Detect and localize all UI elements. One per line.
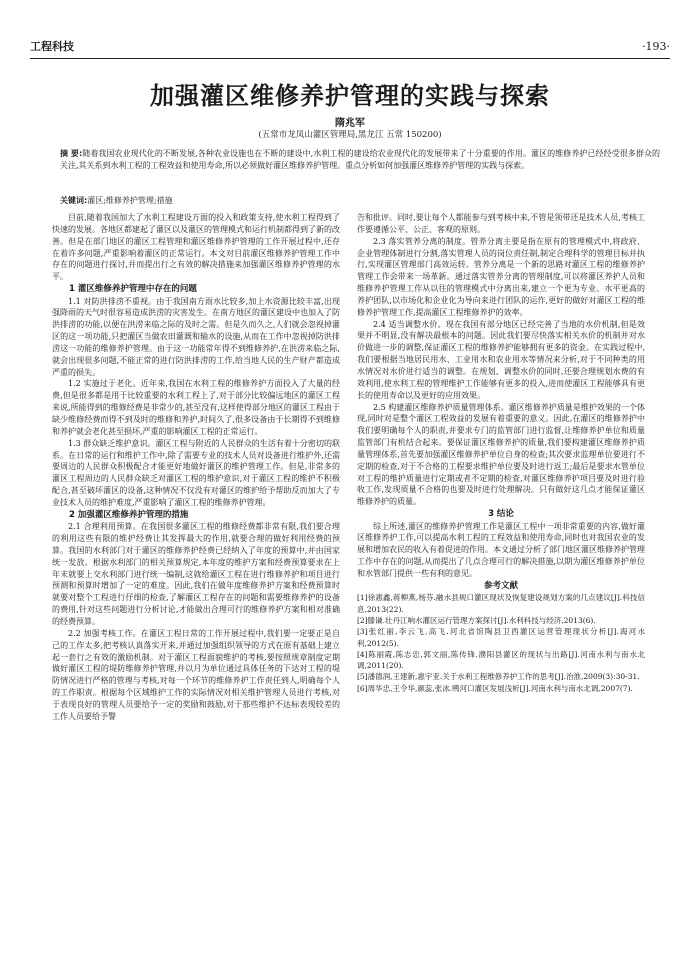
journal-name: 工程科技 — [30, 40, 74, 53]
reference-item: [6]周华忠,王令华,颜蕊,张冰.鸭河口灌区发展浅析[J].河南水利与南水北调,2007(7). — [357, 683, 633, 693]
section-heading: 3 结论 — [488, 509, 514, 520]
paper-title: 加强灌区维修养护管理的实践与探索 — [150, 81, 550, 110]
body-paragraph: 2.3 落实管养分离的制度。管养分离主要是指在原有的管理模式中,将政府、企业管理体制进行分割,落实管理人员的岗位责任制,制定合理科学的管理目标并执行,实现灌区管理部门高效运转。管养分离是一个新的思路对灌区工程的维修养护管理工作会带来一场革新。通过落实管养分离的管理制度,可以将灌区养护人员和维修养护管理工作从以往的管理模式中分离出来,建立一个更为专业、水平更高的养护团队,以市场化和企业化为导向来进行团队的运作,更好的做好对灌区工程的维修养护管理工作,提高灌区工程维修养护的效率。 — [357, 236, 645, 317]
right-column — [357, 212, 645, 694]
reference-item: [1]徐惠鑫,蒋柳燕,杨芬.融水县规口灌区现状及恢复建设规划方案的几点建议[J].科技信息,2013(22). — [357, 593, 645, 614]
reference-item: [5]潘德润,王建新,惠宇亚.关于水利工程维修养护工作的思考[J].治淮,2009(3):30-31. — [357, 672, 640, 682]
reference-item: [4]陈丽霞,陈志忠,郭文丽,陈传锋.濮阳县灌区的现状与出路[J].河南水利与南水北调,2011(20). — [357, 649, 645, 671]
section-heading: 1 灌区维修养护管理中存在的问题 — [69, 284, 197, 295]
body-paragraph: 告和批评。同时,要让每个人都能参与到考核中来,不管是领带还是技术人员,考核工作要遵循公平、公正、客观的原则。 — [357, 213, 645, 234]
abstract-label: 摘 要: — [60, 149, 83, 158]
body-paragraph: 1.2 实施过于老化。近年来,我国在水利工程的维修养护方面投入了大量的经费,但是很多都是用于比较重要的水利工程上了,对于部分比较偏远地区的灌区工程来说,所能得到的维修经费是非常少的,甚至没有,这样使得部分地区的灌区工程由于缺少维修经费而得不到及时的维修和养护,时间久了,很多设备由于长期得不到维修和养护就会老化甚至损坏,严重的影响灌区工程的正常运行。 — [52, 379, 340, 436]
keywords-label: 关键词: — [60, 196, 88, 205]
reference-list — [357, 592, 645, 694]
body-paragraph: 1.3 群众缺乏维护意识。灌区工程与附近的人民群众的生活有着十分密切的联系。在日常的运行和维护工作中,除了需要专业的技术人员对设备进行维护外,还需要周边的人民群众积极配合才能更好地做好灌区的维护管理工作。但是,非常多的灌区工程周边的人民群众缺乏对灌区工程的维护意识,对于灌区工程的维护不积极配合,甚至破坏灌区的设备,这种情况不仅没有对灌区的维护给予帮助反而加大了专业技术人员的维护难度,严重影响了灌区工程的维修养护管理。 — [52, 438, 340, 507]
running-header — [30, 37, 670, 55]
body-paragraph: 1.1 对防洪排涝不重视。由于我国南方雨水比较多,加上水资源比较丰富,出现强降雨的天气时很容易造成洪涝的灾害发生。在南方地区的灌区建设中也加入了防洪排涝的功能,以便在洪涝来临之际的及时之需。但是久而久之,人们就会忽视掉灌区的这一项功能,只把灌区当做农田灌溉和输水的设施,从而在工作中忽视掉防洪排涝这一功能的维修养护管理。由于这一功能常年得不到维修养护,在洪涝来临之际,就会出现很多问题,不能正常的进行防洪排涝的工作,给当地人民的生产财产都造成严重的损失。 — [52, 296, 340, 377]
body-paragraph: 综上所述,灌区的维修养护管理工作是灌区工程中一项非常重要的内容,做好灌区维修养护工作,可以提高水利工程的工程效益和使用寿命,同时也对我国农业的发展和增加农民的收入有着促进的作用。本文通过分析了部门地区灌区维修养护管理工作中存在的问题,从而提出了几点合理可行的解决措施,以期为灌区维修养护单位和水管部门提供一些有利的意见。 — [357, 521, 645, 578]
affiliation: (五常市龙凤山灌区管理局,黑龙江 五常 150200) — [258, 130, 442, 140]
body-paragraph: 2.2 加强考核工作。在灌区工程日常的工作开展过程中,我们要一定要正是自己的工作太多,把考核认真落实开来,并通过加强组织领导的方式在原有基础上建立起一套行之有效的激励机制。对于灌区工程面貌维护的考核,要按照规章制度定期做好灌区工程的堤防维修养护管理,并以月为单位通过具体任务的下达对工程的堤防情况进行严格的管理与考核,对每一个环节的维修养护工作责任到人,明确每个人的工作职责。根据每个区域维护工作的实际情况对相关维护管理人员进行考核,对于表现良好的管理人员要给予一定的奖励和鼓励,对于那些维护不达标表现较差的工作人员要给予警 — [52, 628, 340, 721]
body-paragraph: 2.5 构建灌区维修养护质量管理体系。灌区维修养护质量是维护效果的一个体现,同时对是整个灌区工程效益的发展有着重要的意义。因此,在灌区的维修养护中我们要明确每个人的职责,并要求专门的监管部门进行监督,让维修养护单位和质量监管部门有机结合起来。要保证灌区维修养护的质量,我们要构建灌区维修养护质量管理体系,首先要加强灌区维修养护单位自身的检查;其次要求监理单位要进行不定期的检查,对于不合格的工程要求维护单位要及时进行返工;最后是要求水管单位对工程的维护质量进行定期或者不定期的检查,对灌区维修养护项目要及时进行验收工作,发现质量不合格的也要及时进行处理解决。只有做好这几点才能保证灌区维修养护的质量。 — [357, 402, 645, 507]
author: 隋兆军 — [335, 118, 365, 129]
body-paragraph: 2.1 合理利用预算。在我国很多灌区工程的维修经费都非常有限,我们要合理的利用这些有限的维护经费让其发挥最大的作用,就要合理的做好利用经费的预算。我国的水利部门对于灌区的维修养护经费已经纳入了年度的预算中,并由国家统一发放。根据水利部门的相关预算规定,本年度的维护方案和经费预算要求在上年末就要上交水利部门进行统一编制,这就给灌区工程在进行维修养护和项目进行预测和预算时增加了一定的难度。因此,我们在做年度维修养护方案和经费预算时就要对整个工程进行仔细的检查,了解灌区工程存在的问题和需要维修养护的设备的费用,针对这些问题进行分析讨论,才能做出合理可行的维修养护方案和相对准确的经费预算。 — [52, 522, 340, 626]
reference-item: [3]张红丽,李云飞,高飞.河北省馆陶县卫西灌区运营管理现状分析[J].海河水利,2012(5). — [357, 627, 645, 648]
reference-item: [2]滕谦.壮丹江响水灌区运行管理方案探讨[J].水利科技与经济,2013(6). — [357, 615, 596, 625]
abstract-text: 随着我国农业现代化的不断发展,各种农业设施也在不断的建设中,水利工程的建设给农业现代化的发展带来了十分重要的作用。灌区的维修养护已经经受很多群众的关注,其关系到水利工程的工程效益和使用寿命,所以必须做好灌区维修养护管理。重点分析如何加强灌区维修养护管理的实践与探索。 — [60, 149, 660, 170]
section-heading: 2 加强灌区维修养护管理的措施 — [69, 509, 189, 520]
section-heading: 参考文献 — [483, 580, 518, 591]
header-rule — [30, 58, 670, 59]
abstract — [60, 148, 660, 172]
body-paragraph: 2.4 适当调整水价。现在我国有部分地区已经完善了当地的水价机制,但是效果并不明显,没有解决最根本的问题。因此我们要尽快落实相关水价的机制并对水价做进一步的调整,保证灌区工程的维修养护能够拥有更多的资金。在实践过程中,我们要根据当地居民用水、工业用水和农业用水等情况来分析,对于不同种类的用水情况对水价进行适当的调整。在规划、调整水价的同时,还要合理规划水费的有效利用,使水利工程的管理维护工作能够有更多的投入,进而使灌区工程能够具有更长的使用寿命以及更好的应用效果。 — [357, 319, 645, 400]
body-paragraph: 目前,随着我国加大了水利工程建设方面的投入和政策支持,使水利工程得到了快速的发展。各地区都建起了灌区以及灌区的管理模式和运行机制都得到了新的改善。但是在部门地区的灌区工程管理和灌区维修养护管理的工作开展过程中,还存在着许多问题,严重影响着灌区的正常运行。本文对目前灌区维修养护管理工作中存在的问题进行探讨,并而提出行之有效的解决措施来加强灌区维修养护管理的水平。 — [52, 213, 340, 282]
page-number: ·193· — [642, 39, 670, 53]
keywords — [60, 195, 660, 206]
left-column — [52, 212, 340, 723]
keywords-text: 灌区;维修养护管理;措施 — [87, 196, 173, 205]
